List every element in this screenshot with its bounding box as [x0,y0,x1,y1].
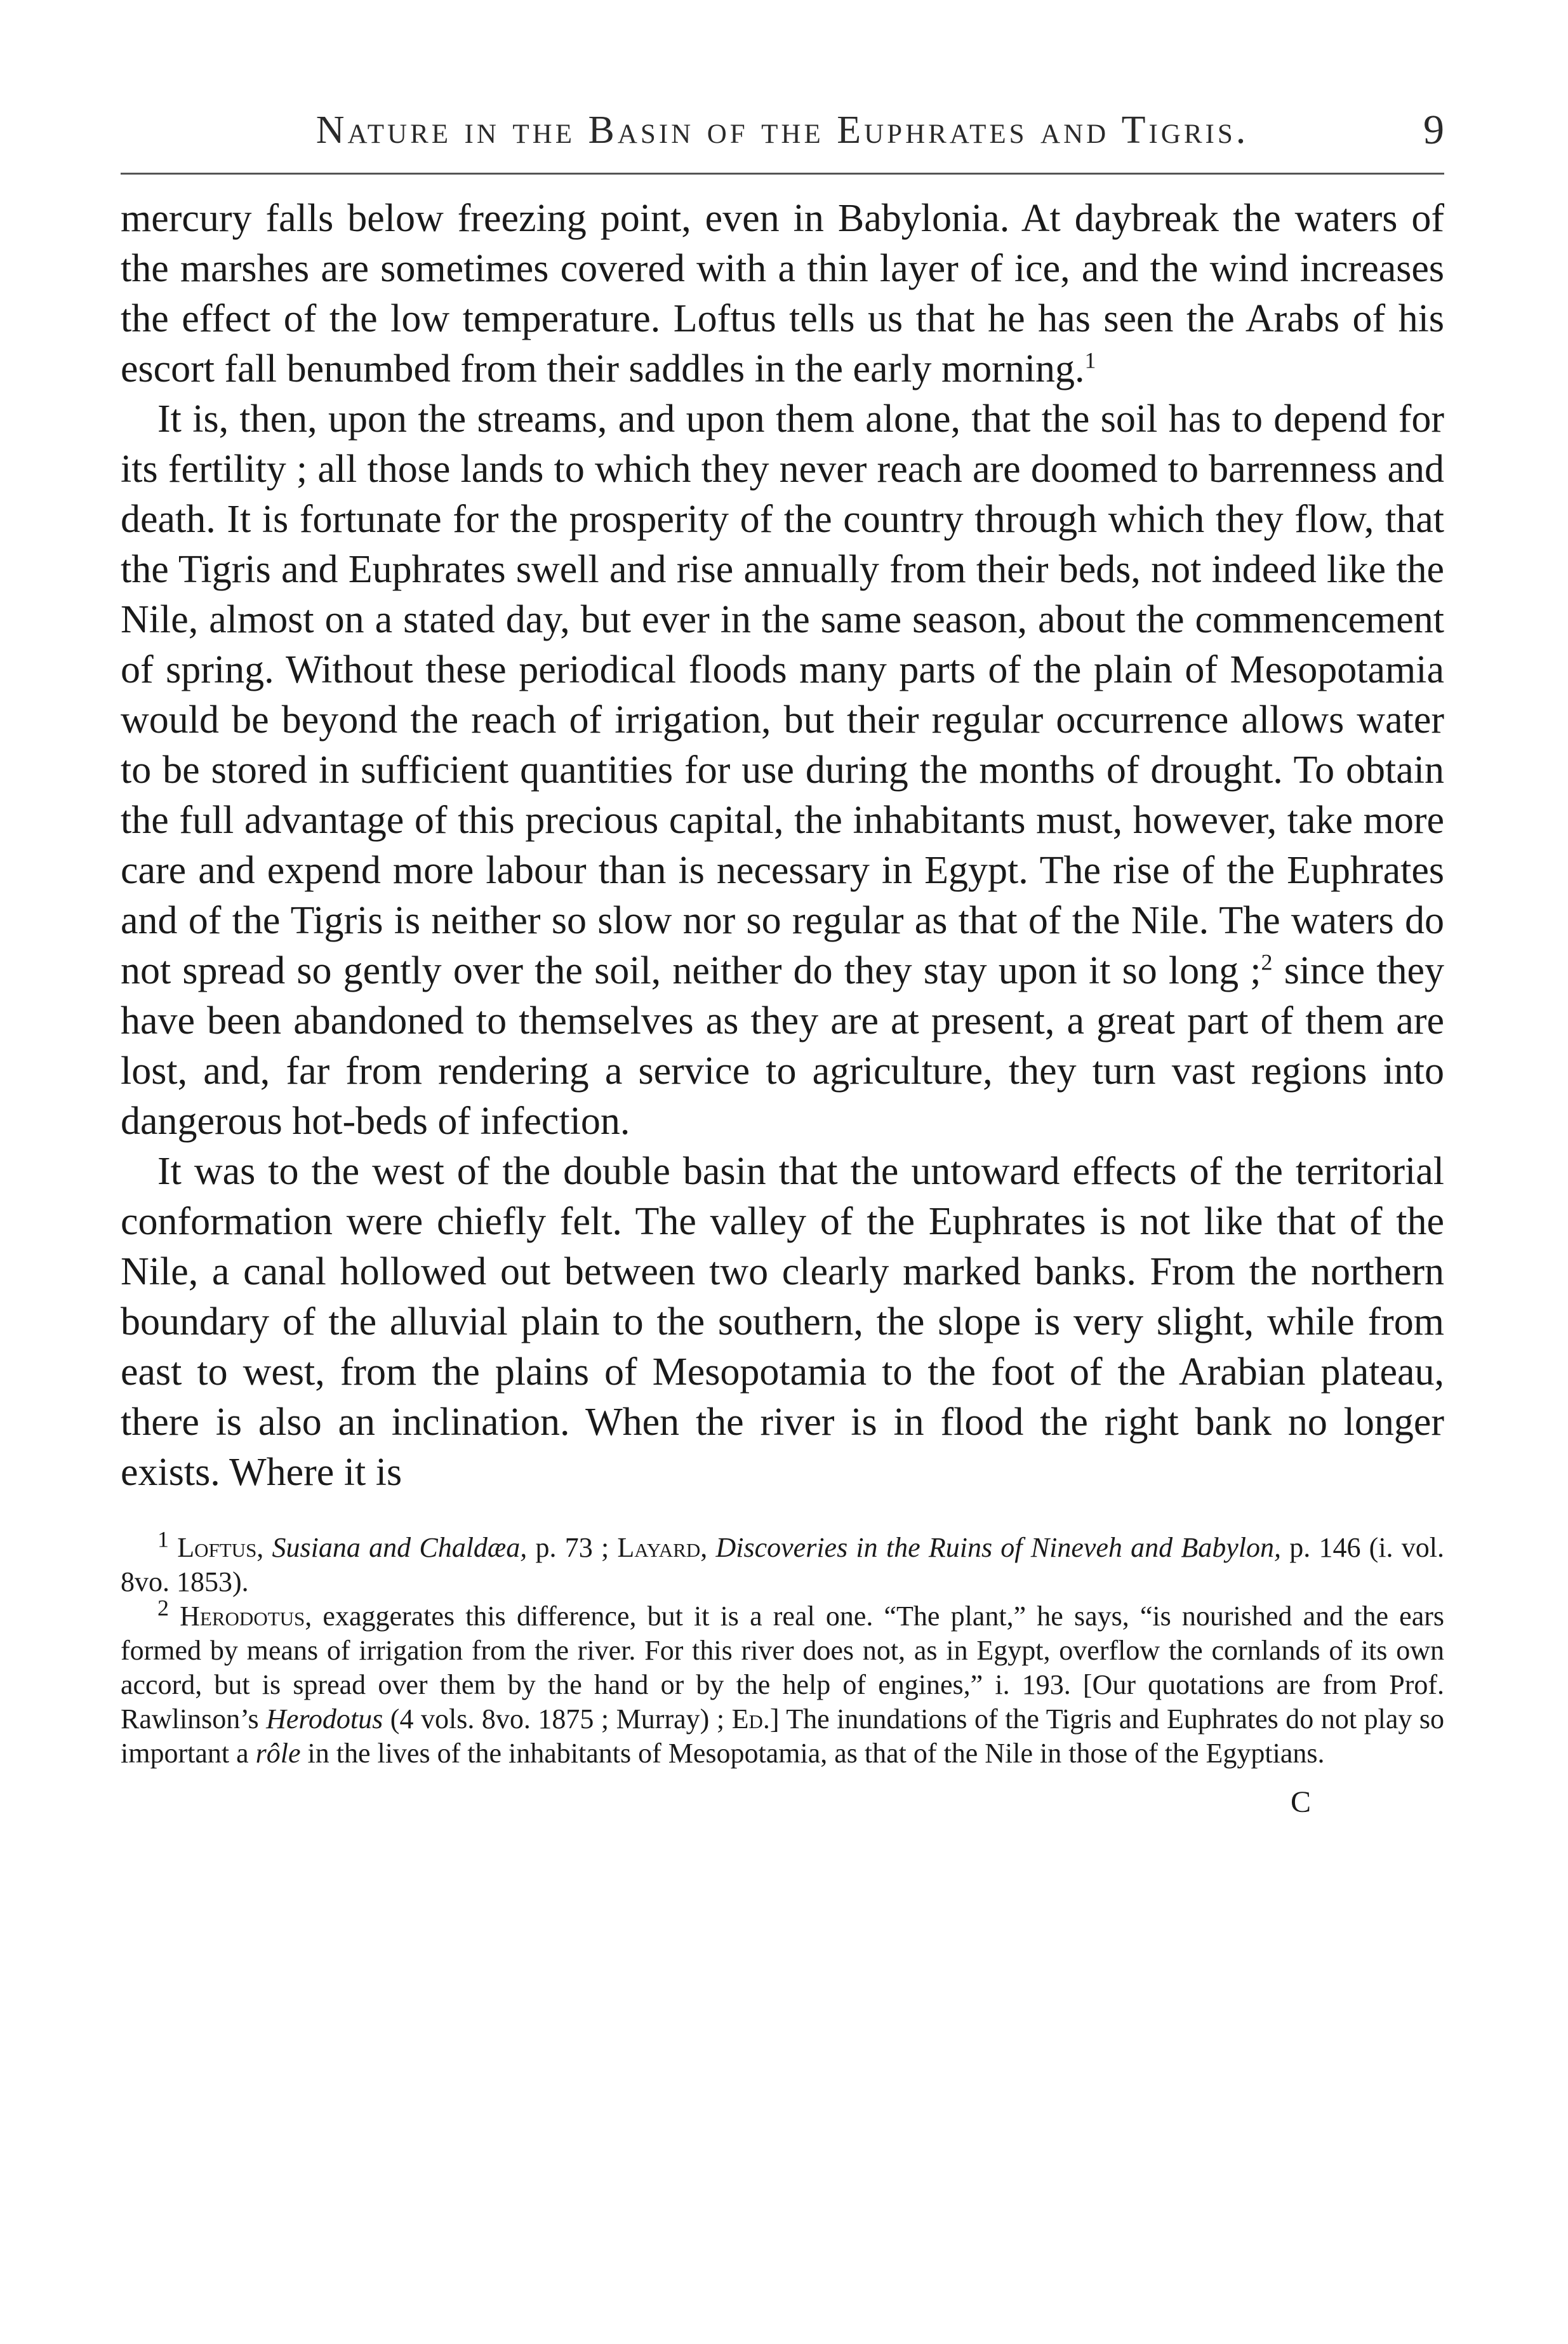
running-head [121,95,1444,165]
signature-mark: C [1290,1785,1311,1819]
footnote-ref: 2 [1261,949,1273,975]
paragraph: It was to the west of the double basin that the untoward effects of the territorial conformation were chiefly felt. The valley of the Euphrates is not like that of the Nile, a canal hollowed out between two clearly marked banks. From the northern boundary of the alluvial plain to the southern, the slope is very slight, while from east to west, from the plains of Mesopotamia to the foot of the Arabian plateau, there is also an inclination. When the river is in flood the right bank no longer exists. Where it is [121,1150,1444,1494]
footnote: $^1$ Loftus, Susiana and Chaldæa, p. 73 ; Layard, Discoveries in the Ruins of Nineveh and Babylon, p. 146 (i. vol. 8vo. 1853). [121,1526,1445,1597]
page-number: 9 [1423,107,1444,153]
header-rule [121,173,1444,175]
footnotes [121,1526,1445,1771]
main-text [121,194,1444,1498]
running-title: Nature in the Basin of the Euphrates and Tigris. [316,109,1249,152]
book-page [121,95,1444,1820]
footnote-number: 2 [157,1595,169,1621]
footnote: $^2$ Herodotus, exaggerates this difference, but it is a real one. “The plant,” he says, “is nourished and the ears formed by means of irrigation from the river. For this river does not, as in Egypt, overflow the cornlands of its own accord, but is spread over them by the hand or by the help of engines,” i. 193. [Our quotations are from Prof. Rawlinson’s Herodotus (4 vols. 8vo. 1875 ; Murray) ; Ed.] The inundations of the Tigris and Euphrates do not play so important a rôle in the lives of the inhabitants of Mesopotamia, as that of the Nile in those of the Egyptians. [121,1595,1445,1769]
footnote-number: 1 [157,1526,169,1552]
paragraph: It is, then, upon the streams, and upon them alone, that the soil has to depend for its fertility ; all those lands to which they never reach are doomed to barrenness and death. It is fortunate for the prosperity of the country through which they flow, that the Tigris and Euphrates swell and rise annually from their beds, not indeed like the Nile, almost on a stated day, but ever in the same season, about the commencement of spring. Without these periodical floods many parts of the plain of Mesopotamia would be beyond the reach of irrigation, but their regular occurrence allows water to be stored in sufficient quantities for use during the months of drought. To obtain the full advantage of this precious capital, the inhabitants must, however, take more care and expend more labour than is necessary in Egypt. The rise of the Euphrates and of the Tigris is neither so slow nor so regular as that of the Nile. The waters do not spread so gently over the soil, neither do they stay upon it so long ;$^2$ since they have been abandoned to themselves as they are at present, a great part of them are lost, and, far from rendering a service to agriculture, they turn vast regions into dangerous hot-beds of infection. [121,397,1444,1143]
paragraph: mercury falls below freezing point, even in Babylonia. At daybreak the waters of the marshes are sometimes covered with a thin layer of ice, and the wind increases the effect of the low temperature. Loftus tells us that he has seen the Arabs of his escort fall benumbed from their saddles in the early morning.$^1$ [121,197,1444,390]
footnote-ref: 1 [1084,347,1096,373]
